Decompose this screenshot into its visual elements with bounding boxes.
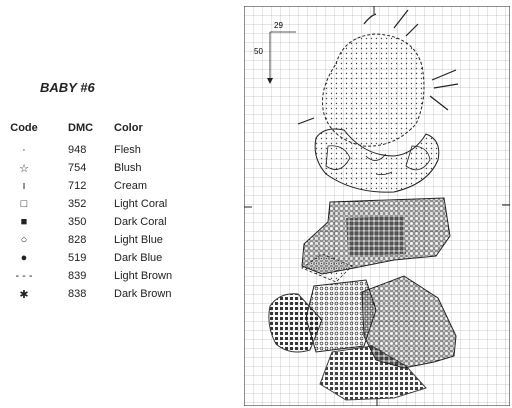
legend-code-symbol: - - - <box>15 270 33 282</box>
legend-row <box>8 216 228 234</box>
legend-row <box>8 234 228 252</box>
legend-color-name: Dark Coral <box>114 216 167 228</box>
legend-code-symbol: · <box>22 144 26 156</box>
legend-header <box>8 122 228 140</box>
legend-dmc-number: 712 <box>68 180 87 192</box>
legend-row <box>8 162 228 180</box>
legend-row <box>8 270 228 288</box>
legend-code-symbol: ı <box>22 180 26 192</box>
legend-color-name: Blush <box>114 162 142 174</box>
legend-code-symbol: ✱ <box>19 289 29 301</box>
legend-dmc-number: 352 <box>68 198 87 210</box>
legend-code-symbol: ■ <box>20 216 28 228</box>
legend-header-code: Code <box>10 122 38 134</box>
legend-color-name: Light Brown <box>114 270 173 282</box>
legend-color-name: Cream <box>114 180 148 192</box>
legend-dmc-number: 948 <box>68 144 87 156</box>
legend-row <box>8 180 228 198</box>
legend-dmc-number: 519 <box>68 252 87 264</box>
legend-dmc-number: 828 <box>68 234 87 246</box>
legend-dmc-number: 838 <box>68 288 87 300</box>
grid-marker-row: 50 <box>254 47 263 56</box>
grid-marker-col: 29 <box>274 21 283 30</box>
legend-color-name: Dark Blue <box>114 252 163 264</box>
legend-row <box>8 144 228 162</box>
legend-header-dmc: DMC <box>68 122 94 134</box>
legend-dmc-number: 350 <box>68 216 87 228</box>
legend-dmc-number: 839 <box>68 270 87 282</box>
legend-color-name: Light Blue <box>114 234 163 246</box>
pattern-title: BABY #6 <box>40 80 95 95</box>
legend-header-color: Color <box>114 122 143 134</box>
legend-color-name: Dark Brown <box>114 288 172 300</box>
legend-color-name: Light Coral <box>114 198 168 210</box>
legend-code-symbol: ☆ <box>19 163 29 175</box>
legend-color-name: Flesh <box>114 144 141 156</box>
legend-row <box>8 288 228 306</box>
cross-stitch-grid-chart <box>244 6 510 406</box>
legend-code-symbol: □ <box>20 198 28 210</box>
legend-row <box>8 252 228 270</box>
legend-dmc-number: 754 <box>68 162 87 174</box>
legend-row <box>8 198 228 216</box>
legend-code-symbol: ● <box>20 252 28 264</box>
legend-code-symbol: ○ <box>20 234 28 246</box>
